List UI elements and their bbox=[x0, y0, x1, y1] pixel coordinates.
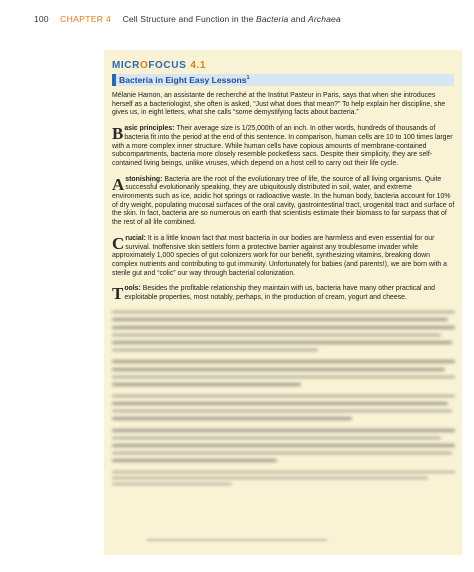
blurred-footer bbox=[0, 539, 474, 541]
section-text: Besides the profitable relationship they maintain with us, bacteria have many other practical and exploitable properties, most notably, perhaps, in the production of cream, yogurt and cheese. bbox=[124, 285, 435, 302]
drop-cap: A bbox=[112, 174, 125, 194]
section-lead: stonishing: bbox=[125, 175, 163, 183]
section-lead: rucial: bbox=[125, 234, 146, 242]
chapter-label: CHAPTER 4 bbox=[60, 14, 112, 24]
section-lead: asic principles: bbox=[124, 125, 175, 133]
section-basic-principles bbox=[112, 125, 455, 169]
section-text: Their average size is 1/25,000th of an inch. In other words, hundreds of thousands of bacteria fit into the period at the end of this sentence. In comparison, human cells are 10 to 100 times larger with a more complex inner structure. While human cells have copious amounts of membrane-contained subcompartments, bacteria more closely resemble pocketless sacs. Despite their simplicity, they are self-contained living beings, unlike viruses, which depend on a host cell to carry out their life cycle. bbox=[112, 125, 453, 167]
page-number: 100 bbox=[34, 14, 49, 24]
section-lead: ools: bbox=[124, 285, 141, 293]
microfocus-box bbox=[104, 50, 462, 555]
section-tools bbox=[112, 285, 455, 302]
blurred-preview-text bbox=[112, 311, 455, 485]
series-label: MICROFOCUS 4.1 bbox=[112, 60, 207, 71]
section-text: Bacteria are the root of the evolutionary tree of life, the source of all living organisms. Quite successful evolutionarily speaking, they are ubiquitously distributed in soil, water, and extreme environments such as ice, acidic hot springs or radioactive waste. In the human body, bacteria account for 10% of dry weight, populating mucosal surfaces of the oral cavity, gastrointestinal tract, urogenital tract and surface of the skin. In fact, bacteria are so numerous on earth that scientists estimate their biomass to far surpass that of the rest of all life combined. bbox=[112, 175, 455, 227]
section-crucial bbox=[112, 235, 455, 279]
chapter-title: Cell Structure and Function in the Bacteria and Archaea bbox=[122, 14, 341, 24]
box-title: Bacteria in Eight Easy Lessons$^1$ bbox=[112, 74, 454, 86]
drop-cap: T bbox=[112, 284, 124, 304]
running-head bbox=[34, 14, 341, 24]
intro-paragraph: Mélanie Hamon, an assistante de recherché at the Institut Pasteur in Paris, says that when she introduces herself as a bacteriologist, she often is asked, “Just what does that mean?” To help explain her discipline, she gives us, in eight letters, what she calls “some demystifying facts about bacteria.” bbox=[112, 92, 446, 117]
section-astonishing bbox=[112, 176, 455, 228]
section-text: It is a little known fact that most bacteria in our bodies are harmless and even essential for our survival. Inoffensive skin settlers form a protective barrier against any troublesome invader while approximately 1,000 species of gut colonizers work for our benefit, synthesizing vitamins, breaking down complex nutrients and contributing to gut immunity. Unfortunately for babies (and parents!), we are born with a sterile gut and “colic” our way through bacterial colonization. bbox=[112, 234, 448, 277]
drop-cap: B bbox=[112, 124, 124, 144]
drop-cap: C bbox=[112, 233, 125, 253]
